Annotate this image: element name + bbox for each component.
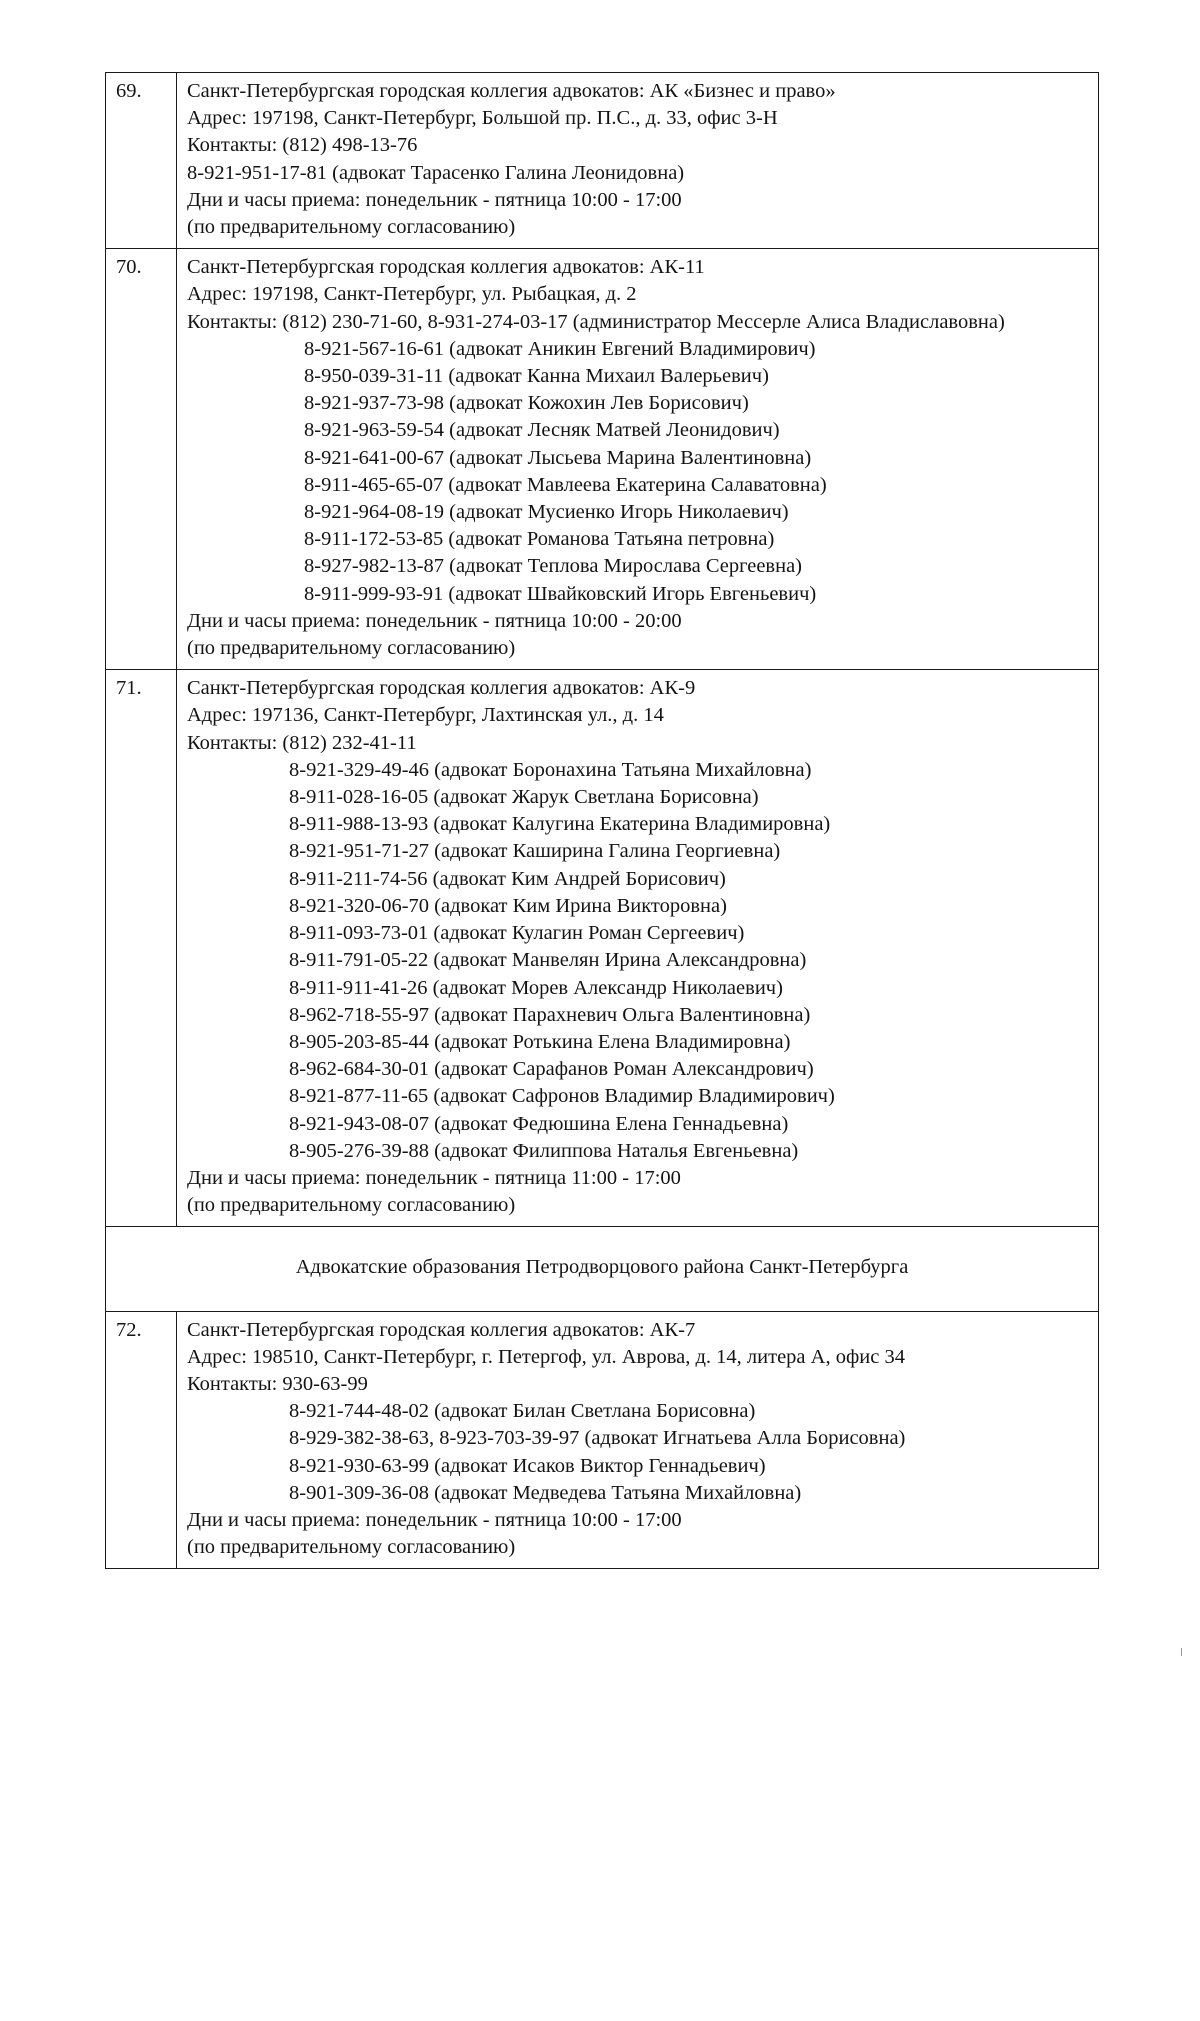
entry-address: Адрес: 198510, Санкт-Петербург, г. Петергоф, ул. Аврова, д. 14, литера А, офис 34 — [187, 1345, 905, 1368]
entry-body — [177, 670, 1099, 1227]
phone-line: 8-911-791-05-22 (адвокат Манвелян Ирина Александровна) — [289, 949, 807, 972]
table-row — [106, 670, 1099, 1227]
phone-line: 8-921-951-17-81 (адвокат Тарасенко Галина Леонидовна) — [187, 161, 685, 184]
entry-contacts: Контакты: (812) 232-41-11 — [187, 731, 417, 754]
entry-contacts: Контакты: (812) 230-71-60, 8-931-274-03-17 (администратор Мессерле Алиса Владиславовна) — [187, 310, 1005, 333]
phone-line: 8-929-382-38-63, 8-923-703-39-97 (адвокат Игнатьева Алла Борисовна) — [289, 1427, 906, 1450]
entry-note: (по предварительному согласованию) — [187, 637, 516, 660]
phone-line: 8-901-309-36-08 (адвокат Медведева Татьяна Михайловна) — [289, 1481, 802, 1504]
entry-body — [177, 73, 1099, 249]
entry-note: (по предварительному согласованию) — [187, 216, 516, 239]
entry-note: (по предварительному согласованию) — [187, 1536, 516, 1559]
section-row — [106, 1227, 1099, 1311]
scan-mark — [1181, 1648, 1182, 1656]
phone-line: 8-905-276-39-88 (адвокат Филиппова Наталья Евгеньевна) — [289, 1139, 799, 1162]
entry-number: 71. — [106, 670, 177, 1227]
phone-line: 8-921-943-08-07 (адвокат Федюшина Елена Геннадьевна) — [289, 1112, 789, 1135]
entry-title: Санкт-Петербургская городская коллегия адвокатов: АК-9 — [187, 677, 696, 700]
phone-line: 8-921-951-71-27 (адвокат Каширина Галина Георгиевна) — [289, 840, 781, 863]
entry-hours: Дни и часы приема: понедельник - пятница 10:00 - 17:00 — [187, 188, 682, 211]
phone-line: 8-921-320-06-70 (адвокат Ким Ирина Викторовна) — [289, 894, 727, 917]
phone-line: 8-962-718-55-97 (адвокат Парахневич Ольга Валентиновна) — [289, 1003, 811, 1026]
entry-address: Адрес: 197198, Санкт-Петербург, Большой пр. П.С., д. 33, офис 3-Н — [187, 107, 778, 130]
table-row — [106, 1311, 1099, 1569]
phone-line: 8-921-963-59-54 (адвокат Лесняк Матвей Леонидович) — [304, 419, 780, 442]
phone-line: 8-905-203-85-44 (адвокат Ротькина Елена Владимировна) — [289, 1030, 791, 1053]
phone-line: 8-911-211-74-56 (адвокат Ким Андрей Борисович) — [289, 867, 726, 890]
entry-title: Санкт-Петербургская городская коллегия адвокатов: АК-7 — [187, 1318, 696, 1341]
phone-line: 8-921-930-63-99 (адвокат Исаков Виктор Геннадьевич) — [289, 1454, 766, 1477]
phone-line: 8-921-744-48-02 (адвокат Билан Светлана Борисовна) — [289, 1400, 756, 1423]
phone-line: 8-927-982-13-87 (адвокат Теплова Мирослава Сергеевна) — [304, 555, 803, 578]
entry-contacts: Контакты: (812) 498-13-76 — [187, 134, 418, 157]
entry-hours: Дни и часы приема: понедельник - пятница 10:00 - 17:00 — [187, 1508, 682, 1531]
phone-line: 8-921-329-49-46 (адвокат Боронахина Татьяна Михайловна) — [289, 758, 812, 781]
registry-table — [105, 72, 1099, 1569]
entry-contacts: Контакты: 930-63-99 — [187, 1372, 368, 1395]
entry-title: Санкт-Петербургская городская коллегия адвокатов: АК «Бизнес и право» — [187, 80, 836, 102]
entry-hours: Дни и часы приема: понедельник - пятница 10:00 - 20:00 — [187, 609, 682, 632]
entry-body — [177, 249, 1099, 670]
entry-body — [177, 1311, 1099, 1569]
phone-line: 8-950-039-31-11 (адвокат Канна Михаил Валерьевич) — [304, 365, 769, 388]
phone-line: 8-921-964-08-19 (адвокат Мусиенко Игорь Николаевич) — [304, 501, 789, 524]
entry-hours: Дни и часы приема: понедельник - пятница 11:00 - 17:00 — [187, 1166, 681, 1189]
phone-line: 8-921-937-73-98 (адвокат Кожохин Лев Борисович) — [304, 392, 749, 415]
phone-line: 8-921-641-00-67 (адвокат Лысьева Марина Валентиновна) — [304, 446, 812, 469]
phone-line: 8-911-999-93-91 (адвокат Швайковский Игорь Евгеньевич) — [304, 582, 817, 605]
phone-line: 8-911-028-16-05 (адвокат Жарук Светлана Борисовна) — [289, 786, 759, 809]
table-row — [106, 73, 1099, 249]
entry-number: 69. — [106, 73, 177, 249]
entry-address: Адрес: 197136, Санкт-Петербург, Лахтинская ул., д. 14 — [187, 704, 664, 727]
phone-line: 8-911-172-53-85 (адвокат Романова Татьяна петровна) — [304, 528, 775, 551]
phone-line: 8-911-988-13-93 (адвокат Калугина Екатерина Владимировна) — [289, 813, 831, 836]
phone-line: 8-962-684-30-01 (адвокат Сарафанов Роман Александрович) — [289, 1058, 814, 1081]
table-row — [106, 249, 1099, 670]
entry-note: (по предварительному согласованию) — [187, 1194, 516, 1217]
section-heading: Адвокатские образования Петродворцового района Санкт-Петербурга — [106, 1227, 1099, 1311]
phone-line: 8-911-465-65-07 (адвокат Мавлеева Екатерина Салаватовна) — [304, 473, 827, 496]
entry-address: Адрес: 197198, Санкт-Петербург, ул. Рыбацкая, д. 2 — [187, 283, 637, 306]
phone-line: 8-911-093-73-01 (адвокат Кулагин Роман Сергеевич) — [289, 922, 745, 945]
entry-number: 72. — [106, 1311, 177, 1569]
entry-number: 70. — [106, 249, 177, 670]
phone-line: 8-921-567-16-61 (адвокат Аникин Евгений Владимирович) — [304, 337, 816, 360]
phone-line: 8-911-911-41-26 (адвокат Морев Александр Николаевич) — [289, 976, 783, 999]
entry-title: Санкт-Петербургская городская коллегия адвокатов: АК-11 — [187, 256, 705, 279]
phone-line: 8-921-877-11-65 (адвокат Сафронов Владимир Владимирович) — [289, 1085, 835, 1108]
